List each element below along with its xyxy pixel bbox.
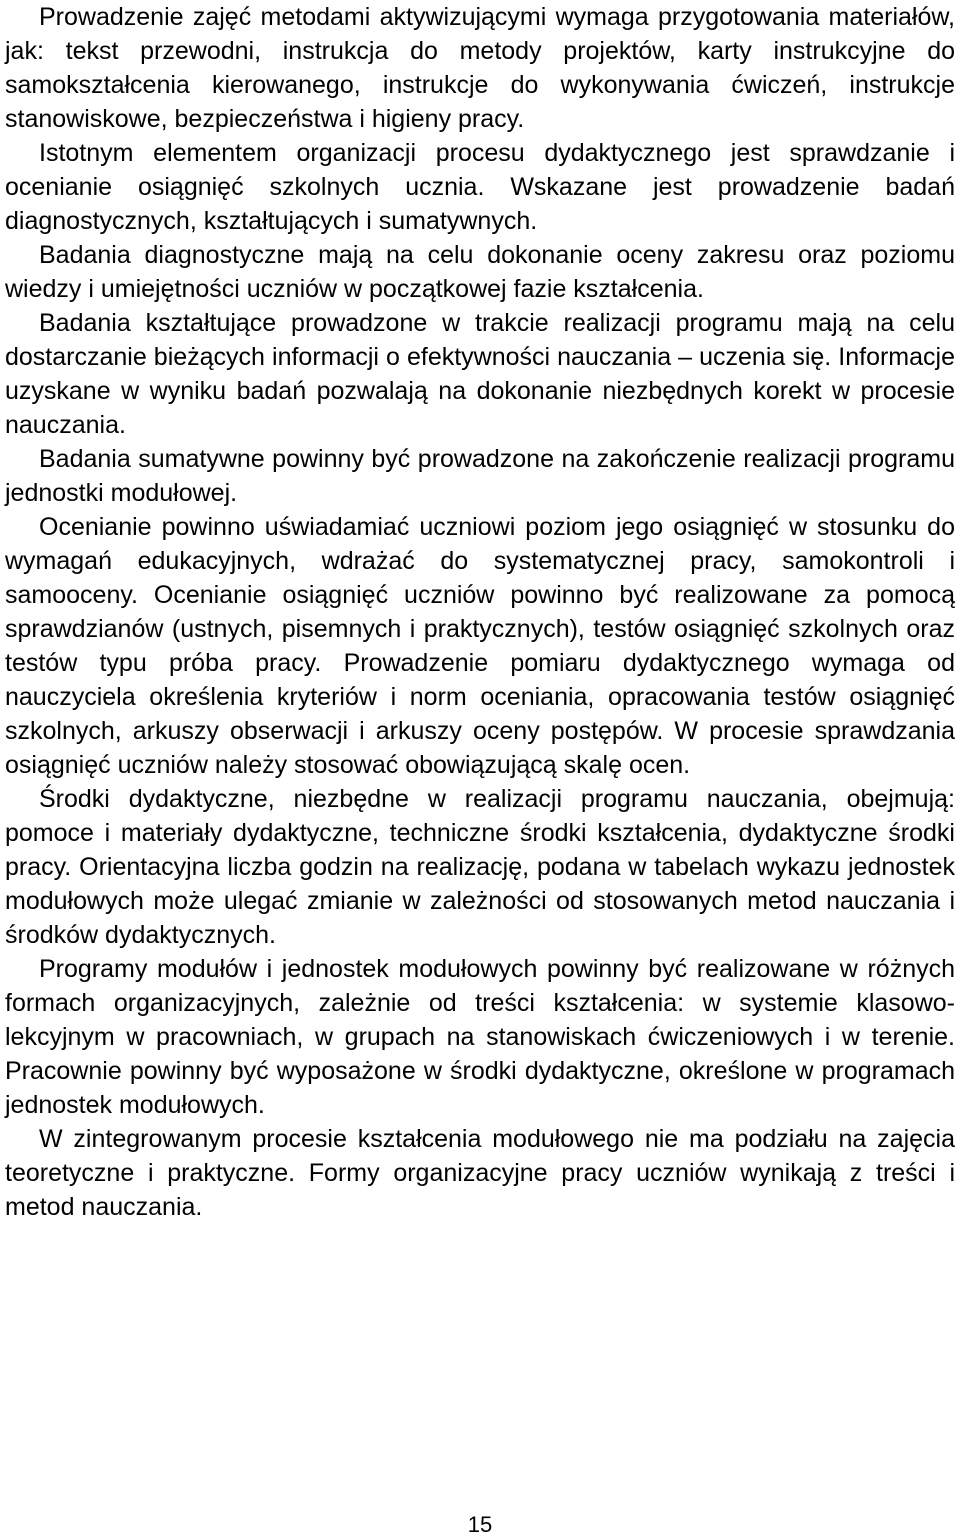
document-page <box>5 0 955 1224</box>
paragraph-diagnostic-research: Badania diagnostyczne mają na celu dokonanie oceny zakresu oraz poziomu wiedzy i umiejętności uczniów w początkowej fazie kształcenia. <box>5 241 955 303</box>
page-number: 15 <box>467 1512 493 1537</box>
paragraph-assessment: Istotnym elementem organizacji procesu dydaktycznego jest sprawdzanie i ocenianie osiągnięć szkolnych ucznia. Wskazane jest prowadzenie badań diagnostycznych, kształtujących i sumatywnych. <box>5 139 955 235</box>
paragraph-integrated-process: W zintegrowanym procesie kształcenia modułowego nie ma podziału na zajęcia teoretyczne i praktyczne. Formy organizacyjne pracy uczniów wynikają z treści i metod nauczania. <box>5 1125 955 1221</box>
paragraph-activating-methods: Prowadzenie zajęć metodami aktywizującymi wymaga przygotowania materiałów, jak: tekst przewodni, instrukcja do metody projektów, karty instrukcyjne do samokształcenia kierowanego, instrukcje do wykonywania ćwiczeń, instrukcje stanowiskowe, bezpieczeństwa i higieny pracy. <box>5 3 955 133</box>
paragraph-formative-research: Badania kształtujące prowadzone w trakcie realizacji programu mają na celu dostarczanie bieżących informacji o efektywności nauczania – uczenia się. Informacje uzyskane w wyniku badań pozwalają na dokonanie niezbędnych korekt w procesie nauczania. <box>5 309 955 439</box>
paragraph-didactic-means: Środki dydaktyczne, niezbędne w realizacji programu nauczania, obejmują: pomoce i materiały dydaktyczne, techniczne środki kształcenia, dydaktyczne środki pracy. Orientacyjna liczba godzin na realizację, podana w tabelach wykazu jednostek modułowych może ulegać zmianie w zależności od stosowanych metod nauczania i środków dydaktycznych. <box>5 785 955 949</box>
paragraph-organizational-forms: Programy modułów i jednostek modułowych powinny być realizowane w różnych formach organizacyjnych, zależnie od treści kształcenia: w systemie klasowo-lekcyjnym w pracowniach, w grupach na stanowiskach ćwiczeniowych i w terenie. Pracownie powinny być wyposażone w środki dydaktyczne, określone w programach jednostek modułowych. <box>5 955 955 1119</box>
paragraph-summative-research: Badania sumatywne powinny być prowadzone na zakończenie realizacji programu jednostki modułowej. <box>5 445 955 507</box>
paragraph-grading: Ocenianie powinno uświadamiać uczniowi poziom jego osiągnięć w stosunku do wymagań edukacyjnych, wdrażać do systematycznej pracy, samokontroli i samooceny. Ocenianie osiągnięć uczniów powinno być realizowane za pomocą sprawdzianów (ustnych, pisemnych i praktycznych), testów osiągnięć szkolnych oraz testów typu próba pracy. Prowadzenie pomiaru dydaktycznego wymaga od nauczyciela określenia kryteriów i norm oceniania, opracowania testów osiągnięć szkolnych, arkuszy obserwacji i arkuszy oceny postępów. W procesie sprawdzania osiągnięć uczniów należy stosować obowiązującą skalę ocen. <box>5 513 955 779</box>
